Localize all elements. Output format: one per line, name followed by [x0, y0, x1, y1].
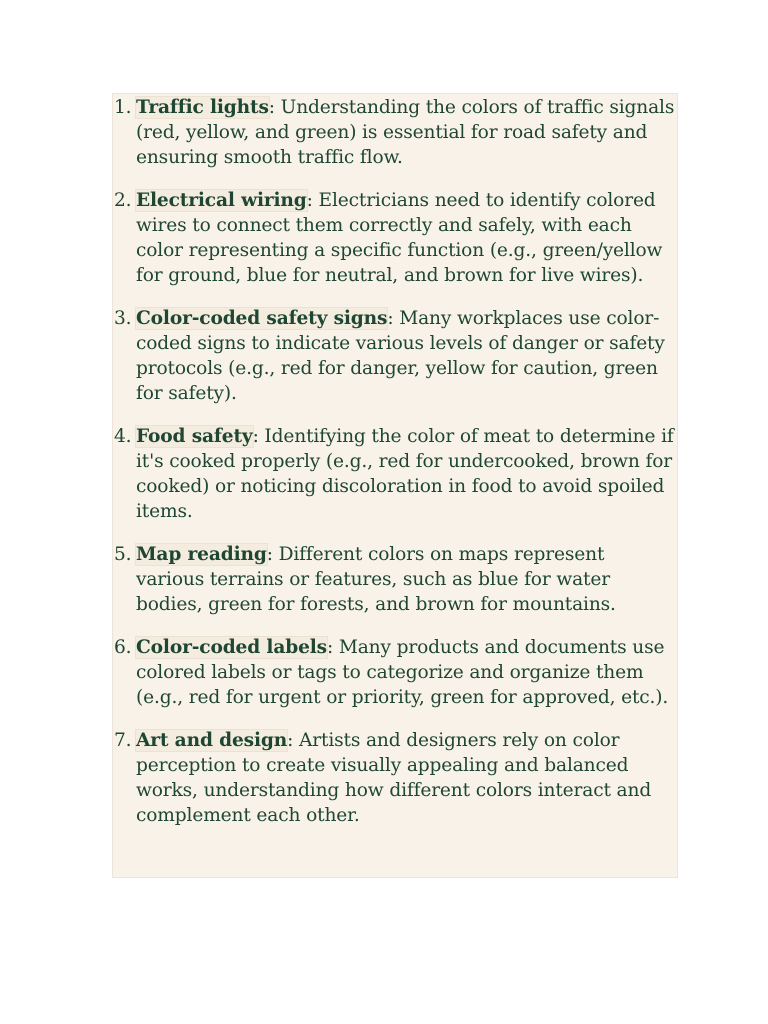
- item-number: 5.: [114, 544, 132, 565]
- list-item: [113, 728, 677, 828]
- item-term: Food safety: [136, 426, 253, 447]
- list-item: [113, 95, 677, 170]
- item-number: 4.: [114, 426, 132, 447]
- item-term: Art and design: [136, 730, 288, 751]
- item-description: : Understanding the colors of traffic signals (red, yellow, and green) is essential for road safety and ensuring smooth traffic flow.: [136, 97, 675, 168]
- item-term: Color-coded labels: [136, 637, 327, 658]
- item-term: Color-coded safety signs: [136, 308, 388, 329]
- item-description: : Many products and documents use colored labels or tags to categorize and organize them (e.g., red for urgent or priority, green for approved, etc.).: [136, 637, 669, 708]
- item-number: 2.: [114, 190, 132, 211]
- item-description: : Different colors on maps represent various terrains or features, such as blue for water bodies, green for forests, and brown for mountains.: [136, 544, 616, 615]
- item-number: 3.: [114, 308, 132, 329]
- list-item: [113, 542, 677, 617]
- item-number: 6.: [114, 637, 132, 658]
- item-term: Map reading: [136, 544, 267, 565]
- content-box: [112, 93, 678, 878]
- item-description: : Many workplaces use color-coded signs to indicate various levels of danger or safety protocols (e.g., red for danger, yellow for caution, green for safety).: [136, 308, 665, 404]
- list-item: [113, 635, 677, 710]
- list-item: [113, 424, 677, 524]
- item-description: : Electricians need to identify colored wires to connect them correctly and safely, with each color representing a specific function (e.g., green/yellow for ground, blue for neutral, and brown for live wires).: [136, 190, 663, 286]
- item-number: 7.: [114, 730, 132, 751]
- item-term: Electrical wiring: [136, 190, 307, 211]
- color-uses-list: [113, 95, 677, 828]
- item-number: 1.: [114, 97, 132, 118]
- list-item: [113, 188, 677, 288]
- list-item: [113, 306, 677, 406]
- item-description: : Identifying the color of meat to determine if it's cooked properly (e.g., red for undercooked, brown for cooked) or noticing discoloration in food to avoid spoiled items.: [136, 426, 674, 522]
- item-description: : Artists and designers rely on color perception to create visually appealing and balanced works, understanding how different colors interact and complement each other.: [136, 730, 652, 826]
- item-term: Traffic lights: [136, 97, 269, 118]
